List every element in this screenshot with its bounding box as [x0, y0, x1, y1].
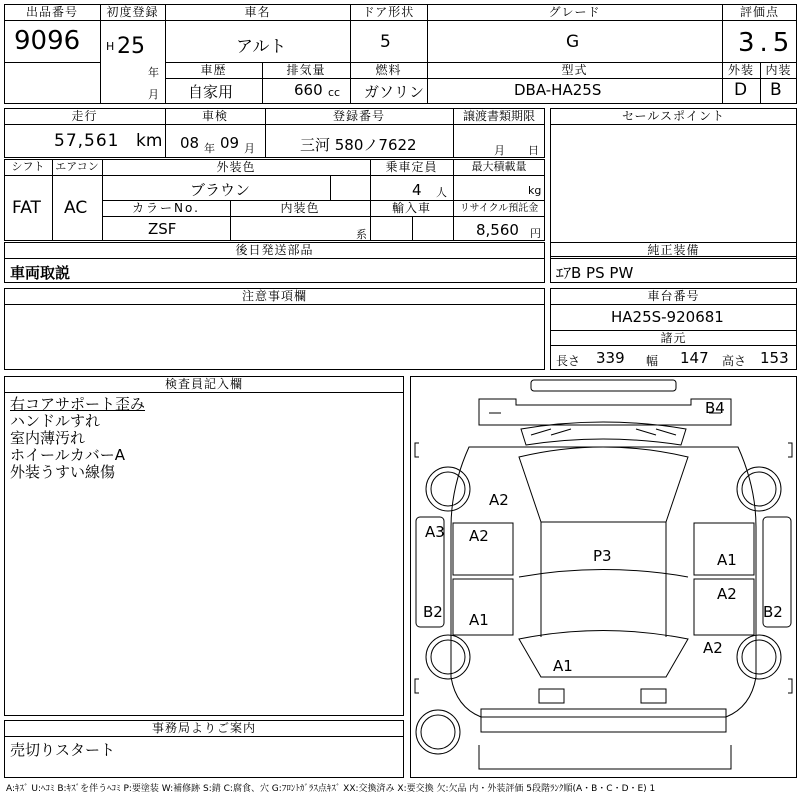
import-label: 輸入車: [391, 201, 431, 215]
grade-label: グレード: [548, 5, 601, 19]
inspection-month-unit: 月: [244, 142, 255, 155]
transfer-month: 月: [494, 144, 505, 157]
era: H: [106, 40, 115, 53]
registration-year: 25: [117, 34, 145, 59]
notes-label: 注意事項欄: [241, 289, 307, 303]
color-number-label: カラーNo.: [132, 201, 200, 215]
capacity: 4: [412, 181, 422, 199]
length: 339: [596, 349, 625, 367]
interior-color-label: 内装色: [280, 201, 320, 215]
chassis-number-label: 車台番号: [647, 289, 700, 303]
inspection-month: 09: [220, 134, 240, 152]
equipment: ｴｱB PS PW: [556, 264, 634, 282]
exterior-color-label: 外装色: [216, 160, 256, 174]
displacement-label: 排気量: [286, 63, 326, 77]
recycle-label: リサイクル預託金: [459, 203, 539, 214]
office-label: 事務局よりご案内: [151, 721, 256, 735]
mileage-unit: km: [136, 131, 163, 151]
cc-unit: cc: [328, 86, 341, 99]
max-load-label: 最大積載量: [471, 160, 527, 173]
damage-mark: A2: [717, 585, 737, 603]
damage-mark: P3: [593, 547, 612, 565]
later-parts-label: 後日発送部品: [235, 243, 314, 257]
ac-label: エアコン: [55, 160, 99, 173]
lot-number: 9096: [14, 26, 81, 56]
capacity-unit: 人: [436, 186, 447, 199]
inspector-label: 検査員記入欄: [164, 377, 243, 391]
mileage: 57,561: [54, 131, 120, 151]
damage-mark: A2: [703, 639, 723, 657]
damage-mark: A2: [489, 491, 509, 509]
history: 自家用: [188, 83, 234, 101]
damage-mark: A1: [469, 611, 489, 629]
mileage-label: 走行: [71, 109, 98, 123]
model-code-label: 型式: [561, 63, 588, 77]
model-code: DBA-HA25S: [514, 81, 602, 99]
score: 3.5: [738, 28, 795, 58]
inspector-note: ホイールカバーA: [10, 446, 125, 464]
chassis-number: HA25S-920681: [611, 308, 724, 326]
damage-mark: A2: [469, 527, 489, 545]
legend: A:ｷｽﾞ U:ﾍｺﾐ B:ｷｽﾞを伴うﾍｺﾐ P:要塗装 W:補修跡 S:錆 C:腐食、穴 G:ﾌﾛﾝﾄｶﾞﾗｽ点ｷｽﾞ XX:交換済み X:要交換 欠:欠品 内・外装評価 5段階ﾗﾝｸ順(A・B・C・D・E) 1: [6, 784, 656, 794]
fuel-label: 燃料: [375, 63, 402, 77]
sales-point-block: [550, 108, 797, 257]
later-parts: 車両取説: [10, 264, 71, 282]
door-count: 5: [380, 32, 391, 52]
inspector-notes: [10, 396, 145, 481]
grade: G: [566, 32, 580, 52]
score-label: 評価点: [739, 5, 779, 19]
max-load-unit: kg: [528, 184, 542, 197]
inspection-year: 08: [180, 134, 200, 152]
fuel: ガソリン: [364, 83, 425, 101]
door-type-label: ドア形状: [362, 5, 415, 19]
length-label: 長さ: [556, 354, 581, 368]
interior-grade: B: [770, 80, 782, 100]
width-label: 幅: [646, 354, 659, 368]
damage-mark: B4: [705, 399, 725, 417]
lot-number-label: 出品番号: [25, 5, 78, 19]
damage-mark: A3: [425, 523, 445, 541]
inspector-note: ハンドルすれ: [10, 412, 101, 430]
ac: AC: [64, 198, 88, 218]
shift: FAT: [12, 198, 41, 218]
year-unit: 年: [148, 66, 159, 79]
damage-mark: B2: [423, 603, 443, 621]
damage-mark: B2: [763, 603, 783, 621]
transfer-deadline-label: 譲渡書類期限: [462, 109, 535, 123]
exterior-color: ブラウン: [190, 181, 251, 199]
inspection-year-unit: 年: [204, 142, 215, 155]
month-unit: 月: [148, 88, 159, 101]
recycle-fee: 8,560: [476, 221, 519, 239]
capacity-label: 乗車定員: [385, 160, 438, 174]
exterior-grade: D: [734, 80, 748, 100]
recycle-unit: 円: [530, 227, 541, 240]
color-number: ZSF: [148, 220, 177, 238]
exterior-grade-label: 外装: [727, 63, 754, 77]
height-label: 高さ: [722, 354, 747, 368]
history-label: 車歴: [200, 63, 227, 77]
transfer-day: 日: [528, 144, 539, 157]
office-message: 売切りスタート: [10, 741, 116, 759]
inspector-note: 外装うすい線傷: [10, 463, 116, 481]
inspection-label: 車検: [201, 109, 228, 123]
damage-mark: A1: [553, 657, 573, 675]
equipment-label: 純正装備: [647, 243, 700, 257]
damage-mark: A1: [717, 551, 737, 569]
shift-label: シフト: [11, 160, 45, 173]
spec-label: 諸元: [660, 331, 687, 345]
car-name: アルト: [236, 37, 287, 57]
displacement: 660: [294, 81, 323, 99]
first-registration-label: 初度登録: [106, 5, 159, 19]
registration-number-label: 登録番号: [332, 109, 385, 123]
inspector-note: 右コアサポート歪み: [10, 395, 146, 413]
inspector-note: 室内薄汚れ: [10, 429, 86, 447]
car-name-label: 車名: [244, 5, 271, 19]
sales-point-label: セールスポイント: [622, 109, 725, 123]
registration-number: 三河 580ノ7622: [300, 136, 417, 154]
car-diagram: [410, 376, 797, 778]
height: 153: [760, 349, 789, 367]
width: 147: [680, 349, 709, 367]
interior-color-unit: 系: [356, 228, 367, 241]
interior-grade-label: 内装: [765, 63, 792, 77]
